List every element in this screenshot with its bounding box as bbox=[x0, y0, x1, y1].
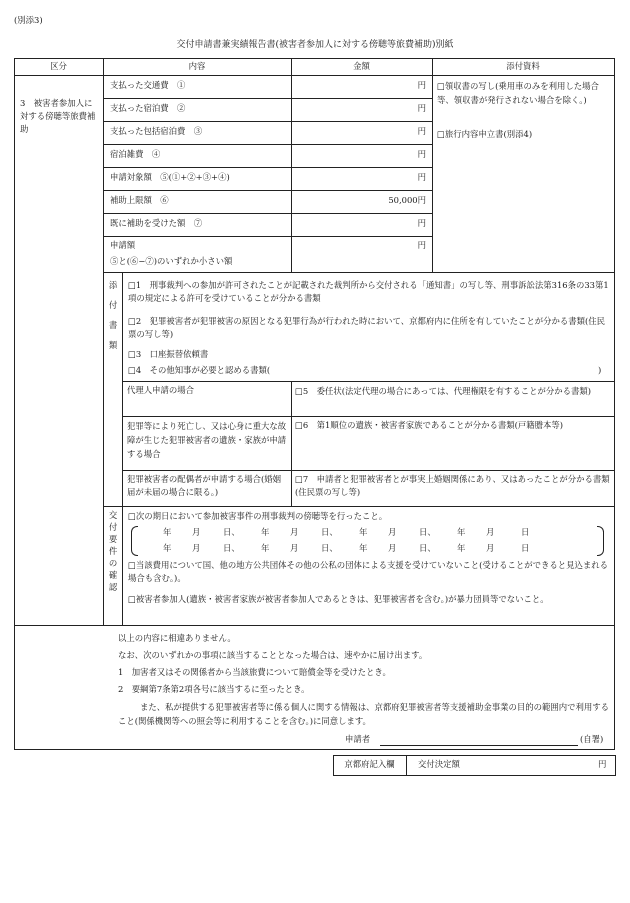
date-year-1d: 年 bbox=[457, 527, 466, 537]
confirm-item-2: □当該費用について国、他の地方公共団体その他の公私の団体による支援を受けていないこと(受けることができると見込まれる場合も含む。)。 bbox=[128, 560, 609, 584]
decision-amount-label: 交付決定額 bbox=[418, 759, 460, 769]
confirm-vertical-label-5: の bbox=[108, 558, 118, 568]
row-transport-amount: 円 bbox=[417, 80, 426, 90]
date-day-1b: 日、 bbox=[321, 527, 338, 537]
confirm-item-1: □次の期日において参加被害事件の刑事裁判の傍聴等を行ったこと。 bbox=[128, 511, 388, 521]
row-request-sublabel: ⑤と(⑥−⑦)のいずれか小さい額 bbox=[110, 256, 233, 266]
doc-item-3: □3 口座振替依頼書 bbox=[128, 349, 209, 359]
annex-label: (別添3) bbox=[14, 15, 43, 25]
category-cell: 3 被害者参加人に対する傍聴等旅費補助 bbox=[20, 98, 96, 135]
signature-note: (自署) bbox=[580, 734, 604, 744]
confirm-vertical-label-2: 付 bbox=[108, 522, 118, 532]
row-misc-label: 宿泊雑費 ④ bbox=[110, 149, 161, 159]
row-received-amount: 円 bbox=[417, 218, 426, 228]
row-transport-label: 支払った交通費 ① bbox=[110, 80, 186, 90]
date-year-2c: 年 bbox=[359, 543, 368, 553]
row-target-label: 申請対象額 ⑤(①+②+③+④) bbox=[110, 172, 230, 182]
declaration-line-5: また、私が提供する犯罪被害者等に係る個人に関する情報は、京都府犯罪被害者等支援補助金事業の目的の範囲内で利用すること(関係機関等への照会等に利用することを含む。)に同意します。 bbox=[118, 702, 609, 727]
decision-amount-unit[interactable]: 円 bbox=[598, 759, 607, 769]
row-package-amount: 円 bbox=[417, 126, 426, 136]
case-spouse-doc: □7 申請者と犯罪被害者とが事実上婚姻関係にあり、又はあったことが分かる書類(住民票の写し等) bbox=[295, 474, 610, 498]
case-agent: 代理人申請の場合 bbox=[127, 385, 194, 395]
row-lodging-amount: 円 bbox=[417, 103, 426, 113]
signature-line bbox=[380, 745, 578, 746]
date-year-2b: 年 bbox=[261, 543, 270, 553]
date-month-1c: 月 bbox=[388, 527, 397, 537]
header-category: 区分 bbox=[50, 61, 67, 71]
declaration-line-1: 以上の内容に相違ありません。 bbox=[118, 633, 236, 643]
office-box-label: 京都府記入欄 bbox=[344, 759, 395, 769]
confirm-vertical-label-3: 要 bbox=[108, 534, 118, 544]
attach-receipt: □領収書の写し(乗用車のみを利用した場合等、領収書が発行されない場合を除く。) bbox=[437, 81, 599, 105]
confirm-vertical-label-7: 認 bbox=[108, 582, 118, 592]
docs-vertical-label-2: 付 bbox=[108, 300, 118, 310]
declaration-line-2: なお、次のいずれかの事項に該当することとなった場合は、速やかに届け出ます。 bbox=[118, 650, 428, 660]
date-day-2b: 日、 bbox=[321, 543, 338, 553]
date-day-2d: 日 bbox=[521, 543, 530, 553]
row-limit-label: 補助上限額 ⑥ bbox=[110, 195, 169, 205]
date-month-2c: 月 bbox=[388, 543, 397, 553]
case-agent-doc: □5 委任状(法定代理の場合にあっては、代理権限を有することが分かる書類) bbox=[295, 386, 592, 396]
doc-item-1: □1 刑事裁判への参加が許可されたことが記載された裁判所から交付される「通知書」の写し等、刑事訴訟法第316条の33第1項の規定による許可を受けていることが分かる書類 bbox=[128, 280, 609, 304]
doc-item-4-close: ) bbox=[598, 365, 602, 375]
confirm-vertical-label-4: 件 bbox=[108, 546, 118, 556]
date-year-2d: 年 bbox=[457, 543, 466, 553]
confirm-vertical-label-6: 確 bbox=[108, 570, 118, 580]
date-year-1b: 年 bbox=[261, 527, 270, 537]
date-year-1a: 年 bbox=[163, 527, 172, 537]
page-title: 交付申請書兼実績報告書(被害者参加人に対する傍聴等旅費補助)別紙 bbox=[176, 40, 454, 50]
date-day-2a: 日、 bbox=[223, 543, 240, 553]
docs-vertical-label-4: 類 bbox=[108, 340, 118, 350]
declaration-line-4: 2 要綱第7条第2項各号に該当するに至ったとき。 bbox=[118, 684, 310, 694]
applicant-label: 申請者 bbox=[345, 734, 371, 744]
date-bracket-right bbox=[597, 526, 604, 556]
date-day-2c: 日、 bbox=[419, 543, 436, 553]
date-year-2a: 年 bbox=[163, 543, 172, 553]
row-package-label: 支払った包括宿泊費 ③ bbox=[110, 126, 203, 136]
row-target-amount: 円 bbox=[417, 172, 426, 182]
row-request-label: 申請額 bbox=[110, 240, 136, 250]
header-amount: 金額 bbox=[353, 61, 370, 71]
row-limit-amount: 50,000円 bbox=[388, 195, 426, 205]
case-deceased: 犯罪等により死亡し、又は心身に重大な故障が生じた犯罪被害者の遺族・家族が申請する場合 bbox=[127, 421, 287, 459]
header-attachments: 添付資料 bbox=[506, 61, 540, 71]
date-day-1a: 日、 bbox=[223, 527, 240, 537]
row-received-label: 既に補助を受けた額 ⑦ bbox=[110, 218, 203, 228]
date-bracket-left bbox=[131, 526, 138, 556]
doc-item-4: □4 その他知事が必要と認める書類( bbox=[128, 365, 271, 375]
doc-item-2: □2 犯罪被害者が犯罪被害の原因となる犯罪行為が行われた時において、京都府内に住所を有していたことが分かる書類(住民票の写し等) bbox=[128, 316, 605, 340]
docs-vertical-label-1: 添 bbox=[108, 280, 118, 290]
case-spouse: 犯罪被害者の配偶者が申請する場合(婚姻届が未届の場合に限る。) bbox=[127, 474, 282, 498]
date-year-1c: 年 bbox=[359, 527, 368, 537]
date-month-2a: 月 bbox=[192, 543, 201, 553]
declaration-line-3: 1 加害者又はその関係者から当該旅費について賠償金等を受けたとき。 bbox=[118, 667, 391, 677]
row-lodging-label: 支払った宿泊費 ② bbox=[110, 103, 186, 113]
case-deceased-doc: □6 第1順位の遺族・被害者家族であることが分かる書類(戸籍謄本等) bbox=[295, 420, 563, 430]
attach-travel-statement: □旅行内容申立書(別添4) bbox=[437, 129, 533, 139]
date-month-1a: 月 bbox=[192, 527, 201, 537]
docs-vertical-label-3: 書 bbox=[108, 320, 118, 330]
date-month-1d: 月 bbox=[486, 527, 495, 537]
confirm-item-3: □被害者参加人(遺族・被害者家族が被害者参加人であるときは、犯罪被害者を含む。)が暴力団員等でないこと。 bbox=[128, 594, 549, 604]
row-misc-amount: 円 bbox=[417, 149, 426, 159]
date-month-2b: 月 bbox=[290, 543, 299, 553]
date-day-1c: 日、 bbox=[419, 527, 436, 537]
date-day-1d: 日 bbox=[521, 527, 530, 537]
date-month-2d: 月 bbox=[486, 543, 495, 553]
confirm-vertical-label-1: 交 bbox=[108, 510, 118, 520]
date-month-1b: 月 bbox=[290, 527, 299, 537]
header-content: 内容 bbox=[188, 61, 206, 71]
row-request-amount: 円 bbox=[417, 240, 426, 250]
